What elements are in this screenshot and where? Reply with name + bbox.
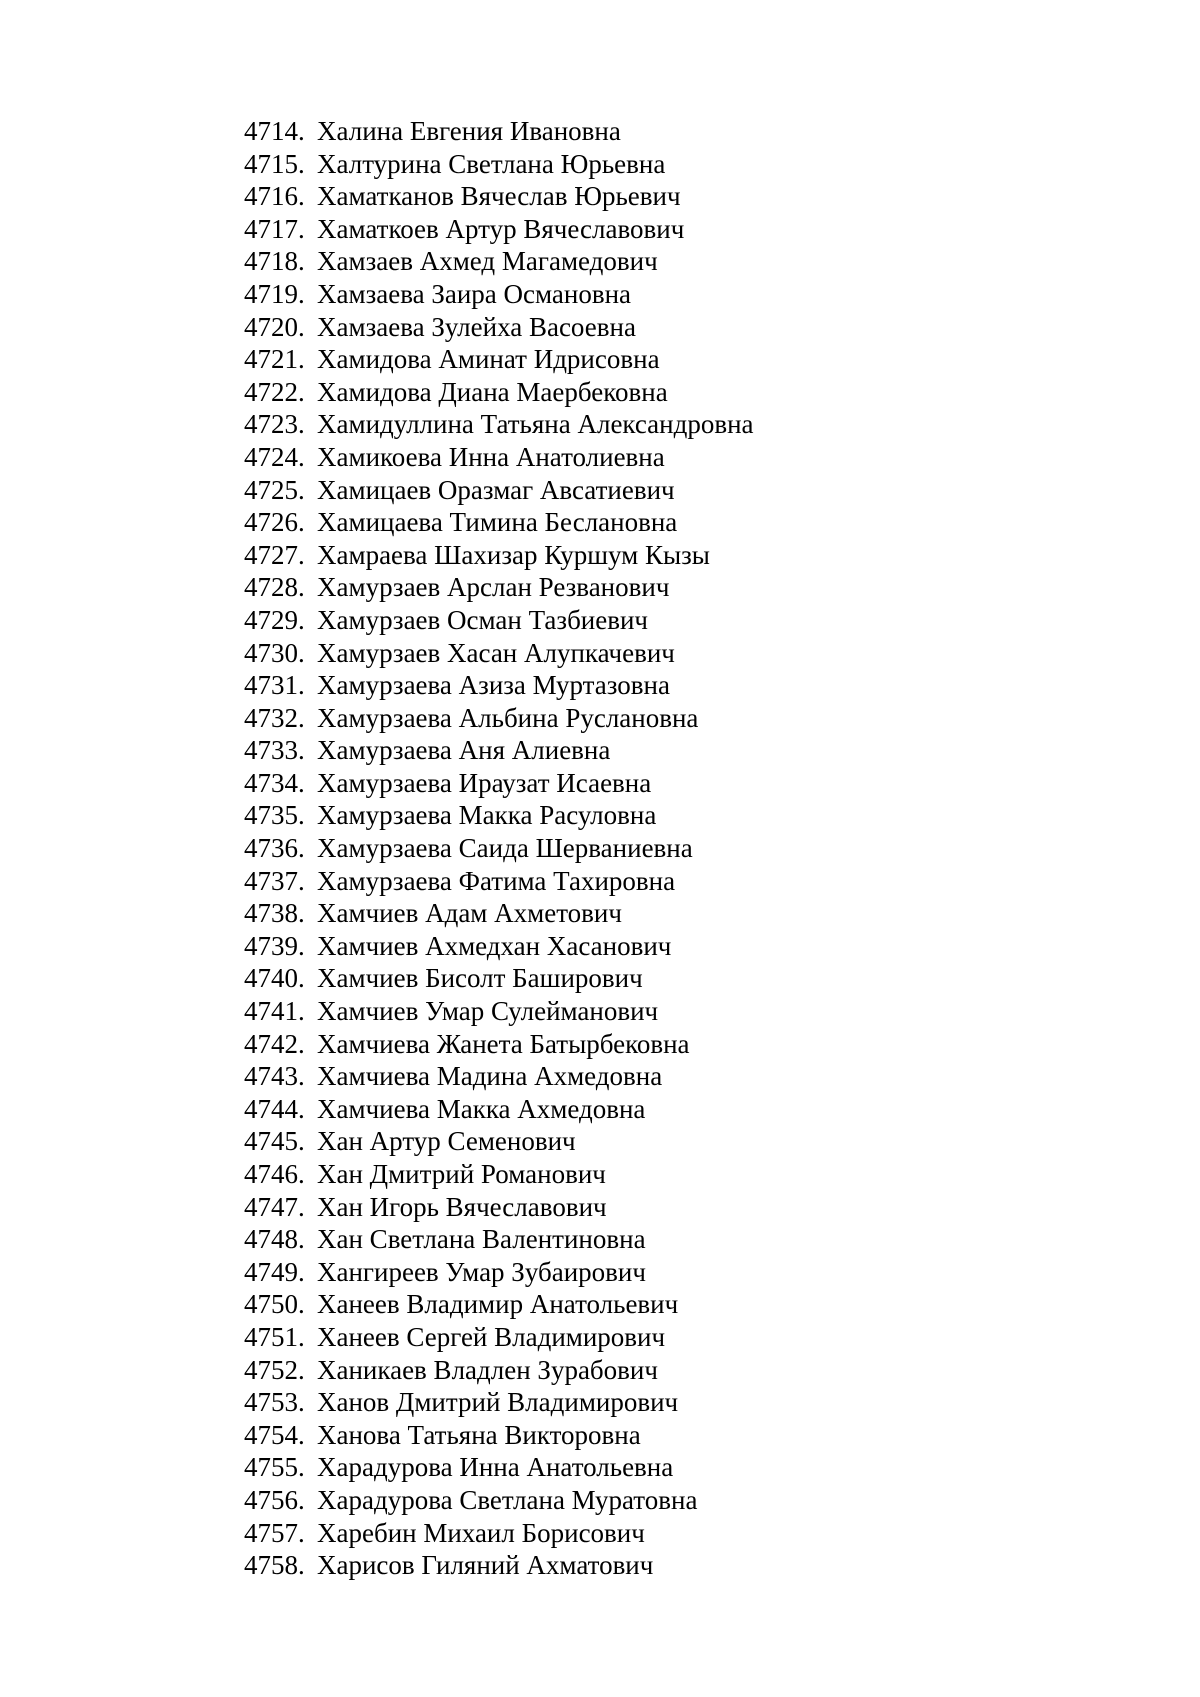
entry-name: Хаматканов Вячеслав Юрьевич: [317, 181, 681, 212]
list-item: [244, 702, 754, 735]
entry-number: 4728.: [244, 572, 305, 603]
entry-name: Хамидова Диана Маербековна: [317, 376, 668, 407]
entry-name: Хан Артур Семенович: [317, 1126, 576, 1157]
entry-number: 4715.: [244, 148, 305, 179]
entry-number: 4735.: [244, 800, 305, 831]
list-item: [244, 213, 754, 246]
entry-number: 4721.: [244, 344, 305, 375]
entry-name: Хамурзаев Хасан Алупкачевич: [317, 637, 675, 668]
entry-number: 4740.: [244, 963, 305, 994]
entry-name: Хамурзаева Ираузат Исаевна: [317, 767, 652, 798]
list-item: [244, 1517, 754, 1550]
entry-name: Хамзаева Заира Османовна: [317, 278, 632, 309]
list-item: [244, 1321, 754, 1354]
entry-number: 4731.: [244, 670, 305, 701]
entry-number: 4736.: [244, 833, 305, 864]
list-item: [244, 1288, 754, 1321]
list-item: [244, 637, 754, 670]
entry-number: 4732.: [244, 702, 305, 733]
entry-name: Хан Игорь Вячеславович: [317, 1191, 607, 1222]
list-item: [244, 311, 754, 344]
entry-number: 4757.: [244, 1517, 305, 1548]
list-item: [244, 1060, 754, 1093]
entry-name: Хамчиев Адам Ахметович: [317, 898, 622, 929]
entry-name: Хангиреев Умар Зубаирович: [317, 1256, 646, 1287]
list-item: [244, 376, 754, 409]
list-item: [244, 734, 754, 767]
list-item: [244, 571, 754, 604]
entry-number: 4720.: [244, 311, 305, 342]
entry-number: 4742.: [244, 1028, 305, 1059]
entry-name: Ханеев Владимир Анатольевич: [317, 1289, 679, 1320]
entry-number: 4738.: [244, 898, 305, 929]
entry-number: 4741.: [244, 996, 305, 1027]
entry-number: 4745.: [244, 1126, 305, 1157]
entry-name: Хамурзаева Аня Алиевна: [317, 735, 611, 766]
entry-name: Харебин Михаил Борисович: [317, 1517, 645, 1548]
entry-name: Хамчиев Ахмедхан Хасанович: [317, 930, 672, 961]
entry-name: Хамчиева Макка Ахмедовна: [317, 1093, 646, 1124]
list-item: [244, 1125, 754, 1158]
entry-number: 4747.: [244, 1191, 305, 1222]
list-item: [244, 1191, 754, 1224]
entry-number: 4750.: [244, 1289, 305, 1320]
entry-name: Ханикаев Владлен Зурабович: [317, 1354, 658, 1385]
list-item: [244, 1028, 754, 1061]
entry-name: Харадурова Инна Анатольевна: [317, 1452, 674, 1483]
entry-number: 4734.: [244, 767, 305, 798]
list-item: [244, 799, 754, 832]
entry-number: 4753.: [244, 1387, 305, 1418]
entry-number: 4754.: [244, 1419, 305, 1450]
entry-name: Хамицаев Оразмаг Авсатиевич: [317, 474, 675, 505]
list-item: [244, 1158, 754, 1191]
entry-name: Ханеев Сергей Владимирович: [317, 1321, 666, 1352]
entry-name: Хамчиева Жанета Батырбековна: [317, 1028, 690, 1059]
entry-number: 4714.: [244, 116, 305, 146]
entry-name: Хан Светлана Валентиновна: [317, 1224, 646, 1255]
list-item: [244, 539, 754, 572]
entry-number: 4752.: [244, 1354, 305, 1385]
entry-number: 4718.: [244, 246, 305, 277]
entry-number: 4755.: [244, 1452, 305, 1483]
entry-name: Ханов Дмитрий Владимирович: [317, 1387, 679, 1418]
list-item: [244, 604, 754, 637]
list-item: [244, 897, 754, 930]
entry-number: 4729.: [244, 604, 305, 635]
entry-number: 4746.: [244, 1159, 305, 1189]
entry-name: Хамурзаева Фатима Тахировна: [317, 865, 676, 896]
entry-name: Хамзаев Ахмед Магамедович: [317, 246, 658, 277]
entry-number: 4758.: [244, 1550, 305, 1581]
entry-number: 4739.: [244, 930, 305, 961]
list-item: [244, 474, 754, 507]
list-item: [244, 408, 754, 441]
list-item: [244, 1354, 754, 1387]
list-item: [244, 278, 754, 311]
entry-name: Хан Дмитрий Романович: [317, 1159, 606, 1189]
entry-number: 4717.: [244, 213, 305, 244]
list-item: [244, 245, 754, 278]
entry-number: 4722.: [244, 376, 305, 407]
list-item: [244, 441, 754, 474]
entry-name: Халина Евгения Ивановна: [317, 116, 621, 146]
entry-number: 4726.: [244, 507, 305, 538]
list-item: [244, 1484, 754, 1517]
entry-name: Хамчиев Умар Сулейманович: [317, 996, 659, 1027]
entry-number: 4748.: [244, 1224, 305, 1255]
entry-name: Хамурзаева Альбина Руслановна: [317, 702, 699, 733]
entry-name: Харадурова Светлана Муратовна: [317, 1484, 698, 1515]
entry-name: Хамурзаева Азиза Муртазовна: [317, 670, 670, 701]
list-item: [244, 995, 754, 1028]
list-item: [244, 180, 754, 213]
entry-number: 4727.: [244, 539, 305, 570]
entry-name: Харисов Гиляний Ахматович: [317, 1550, 654, 1581]
entry-name: Хамидова Аминат Идрисовна: [317, 344, 660, 375]
list-item: [244, 115, 754, 148]
entry-name: Хамраева Шахизар Куршум Кызы: [317, 539, 710, 570]
entry-name: Хамурзаева Макка Расуловна: [317, 800, 657, 831]
list-item: [244, 930, 754, 963]
list-item: [244, 1549, 754, 1582]
list-item: [244, 865, 754, 898]
entry-number: 4733.: [244, 735, 305, 766]
entry-number: 4749.: [244, 1256, 305, 1287]
list-item: [244, 669, 754, 702]
entry-name: Хамзаева Зулейха Васоевна: [317, 311, 636, 342]
list-item: [244, 506, 754, 539]
list-item: [244, 1386, 754, 1419]
entry-number: 4751.: [244, 1321, 305, 1352]
entry-number: 4730.: [244, 637, 305, 668]
list-item: [244, 962, 754, 995]
entry-number: 4756.: [244, 1484, 305, 1515]
entry-number: 4743.: [244, 1061, 305, 1092]
list-item: [244, 832, 754, 865]
entry-number: 4724.: [244, 441, 305, 472]
entry-number: 4744.: [244, 1093, 305, 1124]
entry-name: Хамчиева Мадина Ахмедовна: [317, 1061, 663, 1092]
entry-name: Хамурзаев Арслан Резванович: [317, 572, 670, 603]
entry-name: Хамицаева Тимина Беслановна: [317, 507, 678, 538]
entry-name: Халтурина Светлана Юрьевна: [317, 148, 666, 179]
list-item: [244, 1419, 754, 1452]
name-list: [244, 115, 754, 1582]
list-item: [244, 343, 754, 376]
entry-number: 4719.: [244, 278, 305, 309]
entry-name: Хамурзаева Саида Шерваниевна: [317, 833, 693, 864]
entry-number: 4737.: [244, 865, 305, 896]
list-item: [244, 767, 754, 800]
entry-number: 4725.: [244, 474, 305, 505]
list-item: [244, 1223, 754, 1256]
list-item: [244, 148, 754, 181]
entry-name: Хамикоева Инна Анатолиевна: [317, 441, 665, 472]
entry-name: Ханова Татьяна Викторовна: [317, 1419, 641, 1450]
list-item: [244, 1451, 754, 1484]
entry-number: 4716.: [244, 181, 305, 212]
entry-name: Хаматкоев Артур Вячеславович: [317, 213, 685, 244]
entry-name: Хамчиев Бисолт Баширович: [317, 963, 643, 994]
list-item: [244, 1256, 754, 1289]
list-item: [244, 1093, 754, 1126]
entry-number: 4723.: [244, 409, 305, 440]
entry-name: Хамидуллина Татьяна Александровна: [317, 409, 754, 440]
entry-name: Хамурзаев Осман Тазбиевич: [317, 604, 649, 635]
